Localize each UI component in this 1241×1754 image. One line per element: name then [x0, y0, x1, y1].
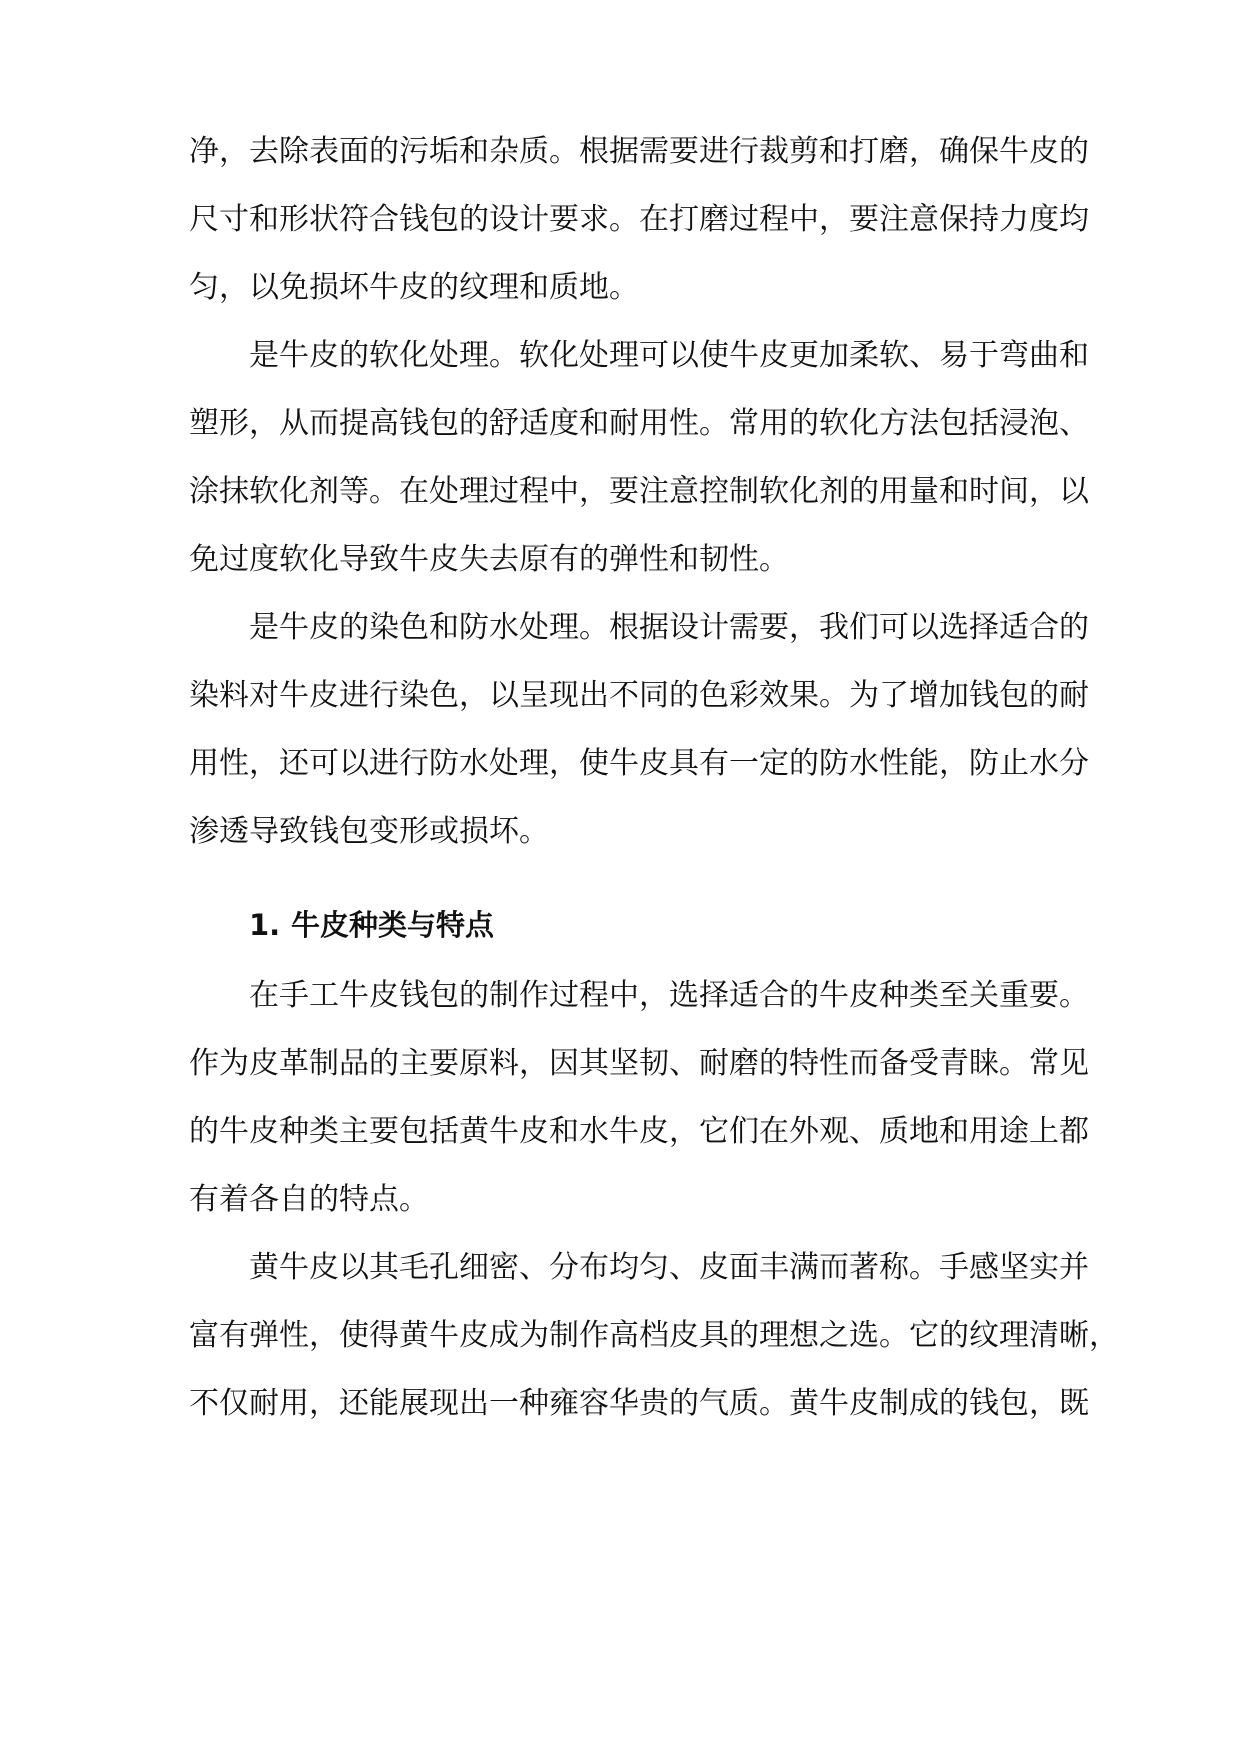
- text-line: 不仅耐用，还能展现出一种雍容华贵的气质。黄牛皮制成的钱包，既: [189, 1386, 1089, 1421]
- text-line: 是牛皮的染色和防水处理。根据设计需要，我们可以选择适合的: [249, 610, 1089, 645]
- text-line: 染料对牛皮进行染色，以呈现出不同的色彩效果。为了增加钱包的耐: [189, 678, 1089, 713]
- text-line: 免过度软化导致牛皮失去原有的弹性和韧性。: [189, 542, 789, 577]
- text-line: 塑形，从而提高钱包的舒适度和耐用性。常用的软化方法包括浸泡、: [189, 406, 1089, 441]
- text-line: 净，去除表面的污垢和杂质。根据需要进行裁剪和打磨，确保牛皮的: [189, 134, 1089, 169]
- text-line: 有着各自的特点。: [189, 1182, 429, 1217]
- text-line: 黄牛皮以其毛孔细密、分布均匀、皮面丰满而著称。手感坚实并: [249, 1250, 1089, 1285]
- section-number: 1.: [249, 908, 281, 942]
- text-line: 作为皮革制品的主要原料，因其坚韧、耐磨的特性而备受青睐。常见: [189, 1046, 1089, 1081]
- text-line: 在手工牛皮钱包的制作过程中，选择适合的牛皮种类至关重要。: [249, 978, 1089, 1013]
- text-line: 渗透导致钱包变形或损坏。: [189, 814, 549, 849]
- text-line: 用性，还可以进行防水处理，使牛皮具有一定的防水性能，防止水分: [189, 746, 1089, 781]
- section-heading: [249, 905, 749, 945]
- text-line: 是牛皮的软化处理。软化处理可以使牛皮更加柔软、易于弯曲和: [249, 338, 1089, 373]
- text-line: 匀，以免损坏牛皮的纹理和质地。: [189, 270, 639, 305]
- text-line: 富有弹性，使得黄牛皮成为制作高档皮具的理想之选。它的纹理清晰，: [189, 1318, 1119, 1353]
- section-title: 牛皮种类与特点: [291, 908, 495, 942]
- text-line: 涂抹软化剂等。在处理过程中，要注意控制软化剂的用量和时间，以: [189, 474, 1089, 509]
- text-line: 的牛皮种类主要包括黄牛皮和水牛皮，它们在外观、质地和用途上都: [189, 1114, 1089, 1149]
- text-line: 尺寸和形状符合钱包的设计要求。在打磨过程中，要注意保持力度均: [189, 202, 1089, 237]
